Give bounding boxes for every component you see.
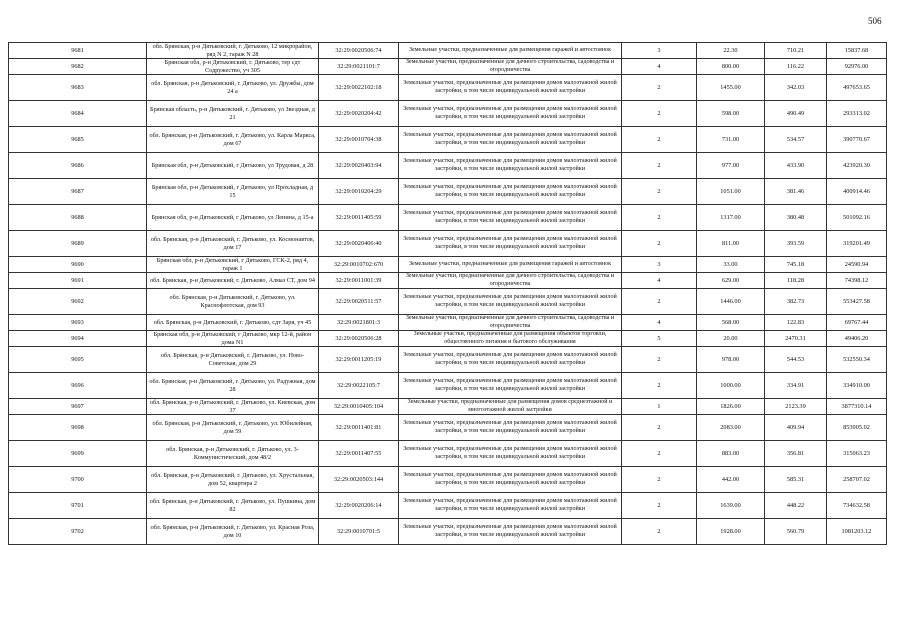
land-use-cell: Земельные участки, предназначенные для дачного строительства, садоводства и огородничества (399, 59, 622, 75)
table-row (9, 273, 887, 289)
cadastral-value-cell: 1081203.12 (827, 519, 887, 545)
use-group-cell: 2 (622, 415, 697, 441)
row-number-cell: 9700 (9, 467, 147, 493)
area-cell: 1928.00 (697, 519, 765, 545)
address-cell: обл. Брянская, р-н Дятьковский, г. Дятьково, ул. Краснофлотская, дом 93 (147, 289, 319, 315)
row-number-cell: 9701 (9, 493, 147, 519)
address-cell: обл. Брянская, р-н Дятьковский, г. Дятьково, ул. Дружбы, дом 24 а (147, 75, 319, 101)
specific-value-cell: 745.18 (765, 257, 827, 273)
use-group-cell: 2 (622, 373, 697, 399)
use-group-cell: 2 (622, 205, 697, 231)
cadastral-number-cell: 32:29:0011001:39 (319, 273, 399, 289)
address-cell: Брянская обл, р-н Дятьковский, г. Дятьково, тер сдт Содружество, уч 305 (147, 59, 319, 75)
cadastral-number-cell: 32:29:0011407:55 (319, 441, 399, 467)
row-number-cell: 9691 (9, 273, 147, 289)
cadastral-value-cell: 497653.65 (827, 75, 887, 101)
specific-value-cell: 393.59 (765, 231, 827, 257)
table-row (9, 315, 887, 331)
specific-value-cell: 381.46 (765, 179, 827, 205)
area-cell: 1000.00 (697, 373, 765, 399)
table-row (9, 43, 887, 59)
land-use-cell: Земельные участки, предназначенные для размещения домов малоэтажной жилой застройки, в том числе индивидуальной жилой застройки (399, 179, 622, 205)
table-row (9, 493, 887, 519)
cadastral-value-cell: 734632.58 (827, 493, 887, 519)
table-row (9, 415, 887, 441)
cadastral-value-cell: 853905.02 (827, 415, 887, 441)
cadastral-value-cell: 92976.00 (827, 59, 887, 75)
cadastral-value-cell: 423920.30 (827, 153, 887, 179)
use-group-cell: 5 (622, 331, 697, 347)
table-row (9, 127, 887, 153)
row-number-cell: 9687 (9, 179, 147, 205)
land-use-cell: Земельные участки, предназначенные для размещения домов малоэтажной жилой застройки, в том числе индивидуальной жилой застройки (399, 289, 622, 315)
area-cell: 598.00 (697, 101, 765, 127)
specific-value-cell: 116.22 (765, 59, 827, 75)
address-cell: обл. Брянская, р-н Дятьковский, г. Дятьково, ул. Юбилейная, дом 59 (147, 415, 319, 441)
specific-value-cell: 585.31 (765, 467, 827, 493)
table-row (9, 519, 887, 545)
use-group-cell: 2 (622, 467, 697, 493)
use-group-cell: 2 (622, 441, 697, 467)
address-cell: обл. Брянская, р-н Дятьковский, г. Дятьково, ул. Красная Роза, дом 10 (147, 519, 319, 545)
area-cell: 1317.00 (697, 205, 765, 231)
area-cell: 1455.00 (697, 75, 765, 101)
cadastral-number-cell: 32:29:0010204:29 (319, 179, 399, 205)
specific-value-cell: 409.94 (765, 415, 827, 441)
address-cell: обл. Брянская, р-н Дятьковский, г. Дятьково, ул. Космонавтов, дом 17 (147, 231, 319, 257)
row-number-cell: 9699 (9, 441, 147, 467)
use-group-cell: 2 (622, 231, 697, 257)
cadastral-number-cell: 32:29:0010702:670 (319, 257, 399, 273)
table-row (9, 331, 887, 347)
cadastral-value-cell: 69767.44 (827, 315, 887, 331)
address-cell: Брянская обл, р-н Дятьковский, г Дятьково, ГСК-2, ряд 4, гараж 1 (147, 257, 319, 273)
cadastral-number-cell: 32:29:0020403:94 (319, 153, 399, 179)
cadastral-number-cell: 32:29:0020206:14 (319, 493, 399, 519)
land-use-cell: Земельные участки, предназначенные для размещения домов малоэтажной жилой застройки, в том числе индивидуальной жилой застройки (399, 441, 622, 467)
row-number-cell: 9694 (9, 331, 147, 347)
area-cell: 33.00 (697, 257, 765, 273)
cadastral-number-cell: 32:29:0022102:18 (319, 75, 399, 101)
address-cell: Брянская область, р-н Дятьковский, г. Дятьково, ул Звездная, д 21 (147, 101, 319, 127)
specific-value-cell: 334.91 (765, 373, 827, 399)
specific-value-cell: 448.22 (765, 493, 827, 519)
land-use-cell: Земельные участки, предназначенные для размещения домов малоэтажной жилой застройки, в том числе индивидуальной жилой застройки (399, 493, 622, 519)
specific-value-cell: 380.48 (765, 205, 827, 231)
table-row (9, 257, 887, 273)
cadastral-value-cell: 553427.58 (827, 289, 887, 315)
cadastral-value-cell: 390770.67 (827, 127, 887, 153)
area-cell: 811.00 (697, 231, 765, 257)
table-row (9, 399, 887, 415)
table-row (9, 101, 887, 127)
area-cell: 629.00 (697, 273, 765, 289)
area-cell: 978.00 (697, 347, 765, 373)
cadastral-value-cell: 3877310.14 (827, 399, 887, 415)
row-number-cell: 9690 (9, 257, 147, 273)
land-use-cell: Земельные участки, предназначенные для размещения гаражей и автостоянок (399, 257, 622, 273)
address-cell: Брянская обл, р-н Дятьковский, г Дятьково, ул Прохладная, д 15 (147, 179, 319, 205)
use-group-cell: 2 (622, 347, 697, 373)
cadastral-number-cell: 32:29:0011401:81 (319, 415, 399, 441)
land-use-cell: Земельные участки, предназначенные для размещения объектов торговли, общественного питания и бытового обслуживания (399, 331, 622, 347)
specific-value-cell: 544.53 (765, 347, 827, 373)
use-group-cell: 2 (622, 153, 697, 179)
land-use-cell: Земельные участки, предназначенные для размещения домов малоэтажной жилой застройки, в том числе индивидуальной жилой застройки (399, 347, 622, 373)
land-use-cell: Земельные участки, предназначенные для дачного строительства, садоводства и огородничества (399, 273, 622, 289)
land-use-cell: Земельные участки, предназначенные для размещения домов малоэтажной жилой застройки, в том числе индивидуальной жилой застройки (399, 205, 622, 231)
table-row (9, 289, 887, 315)
cadastral-value-cell: 293313.02 (827, 101, 887, 127)
specific-value-cell: 382.73 (765, 289, 827, 315)
address-cell: обл. Брянская, р-н Дятьковский, г. Дятьково, ул. Пушкина, дом 82 (147, 493, 319, 519)
cadastral-number-cell: 32:29:0021801:3 (319, 315, 399, 331)
area-cell: 800.00 (697, 59, 765, 75)
row-number-cell: 9697 (9, 399, 147, 415)
area-cell: 883.00 (697, 441, 765, 467)
specific-value-cell: 433.90 (765, 153, 827, 179)
row-number-cell: 9683 (9, 75, 147, 101)
use-group-cell: 4 (622, 273, 697, 289)
cadastral-number-cell: 32:29:0020506:28 (319, 331, 399, 347)
page-number: 506 (868, 16, 882, 26)
cadastral-value-cell: 334910.00 (827, 373, 887, 399)
cadastral-value-cell: 319201.49 (827, 231, 887, 257)
cadastral-number-cell: 32:29:0010701:5 (319, 519, 399, 545)
land-use-cell: Земельные участки, предназначенные для размещения домов малоэтажной жилой застройки, в том числе индивидуальной жилой застройки (399, 153, 622, 179)
row-number-cell: 9696 (9, 373, 147, 399)
use-group-cell: 2 (622, 289, 697, 315)
cadastral-value-cell: 74398.12 (827, 273, 887, 289)
specific-value-cell: 710.21 (765, 43, 827, 59)
land-use-cell: Земельные участки, предназначенные для размещения домов малоэтажной жилой застройки, в том числе индивидуальной жилой застройки (399, 127, 622, 153)
cadastral-value-cell: 15837.68 (827, 43, 887, 59)
specific-value-cell: 490.49 (765, 101, 827, 127)
row-number-cell: 9685 (9, 127, 147, 153)
row-number-cell: 9693 (9, 315, 147, 331)
land-use-cell: Земельные участки, предназначенные для размещения домов малоэтажной жилой застройки, в том числе индивидуальной жилой застройки (399, 519, 622, 545)
cadastral-value-cell: 532550.34 (827, 347, 887, 373)
specific-value-cell: 342.03 (765, 75, 827, 101)
row-number-cell: 9682 (9, 59, 147, 75)
row-number-cell: 9695 (9, 347, 147, 373)
area-cell: 1446.00 (697, 289, 765, 315)
specific-value-cell: 560.79 (765, 519, 827, 545)
table-row (9, 467, 887, 493)
area-cell: 731.00 (697, 127, 765, 153)
address-cell: Брянская обл, р-н Дятьковский, г Дятьково, ул Ленина, д 15-а (147, 205, 319, 231)
use-group-cell: 2 (622, 75, 697, 101)
address-cell: обл. Брянская, р-н Дятьковский, г. Дятьково, 12 микрорайон, ряд N 2, гараж N 28 (147, 43, 319, 59)
use-group-cell: 2 (622, 101, 697, 127)
table-row (9, 179, 887, 205)
cadastral-number-cell: 32:29:0022105:7 (319, 373, 399, 399)
row-number-cell: 9681 (9, 43, 147, 59)
table-row (9, 75, 887, 101)
use-group-cell: 2 (622, 127, 697, 153)
use-group-cell: 3 (622, 43, 697, 59)
area-cell: 977.00 (697, 153, 765, 179)
row-number-cell: 9698 (9, 415, 147, 441)
address-cell: обл. Брянская, р-н Дятьковский, г. Дятьково, ул. Ново-Советская, дом 29 (147, 347, 319, 373)
cadastral-value-cell: 49406.20 (827, 331, 887, 347)
use-group-cell: 2 (622, 179, 697, 205)
cadastral-number-cell: 32:29:0010405:104 (319, 399, 399, 415)
address-cell: обл. Брянская, р-н Дятьковский, г. Дятьково, ул. Киевская, дом 37 (147, 399, 319, 415)
use-group-cell: 2 (622, 493, 697, 519)
address-cell: обл. Брянская, р-н Дятьковский, г. Дятьково, ул. Хрустальная, дом 52, квартира 2 (147, 467, 319, 493)
row-number-cell: 9688 (9, 205, 147, 231)
specific-value-cell: 534.57 (765, 127, 827, 153)
area-cell: 20.00 (697, 331, 765, 347)
specific-value-cell: 122.83 (765, 315, 827, 331)
cadastral-number-cell: 32:29:0020503:144 (319, 467, 399, 493)
cadastral-number-cell: 32:29:0011405:59 (319, 205, 399, 231)
land-use-cell: Земельные участки, предназначенные для размещения домов малоэтажной жилой застройки, в том числе индивидуальной жилой застройки (399, 231, 622, 257)
area-cell: 1639.00 (697, 493, 765, 519)
cadastral-value-cell: 24590.94 (827, 257, 887, 273)
row-number-cell: 9684 (9, 101, 147, 127)
area-cell: 1826.00 (697, 399, 765, 415)
address-cell: Брянская обл, р-н Дятьковский, г Дятьково, ул Трудовая, д 28 (147, 153, 319, 179)
use-group-cell: 4 (622, 315, 697, 331)
row-number-cell: 9702 (9, 519, 147, 545)
cadastral-number-cell: 32:29:0020511:57 (319, 289, 399, 315)
land-use-cell: Земельные участки, предназначенные для размещения гаражей и автостоянок (399, 43, 622, 59)
address-cell: обл. Брянская, р-н Дятьковский, г. Дятьково, ул. 3-Коммунистический, дом 48/2 (147, 441, 319, 467)
specific-value-cell: 2123.39 (765, 399, 827, 415)
address-cell: обл. Брянская, р-н Дятьковский, г. Дятьково, сдт Заря, уч 45 (147, 315, 319, 331)
area-cell: 2083.00 (697, 415, 765, 441)
land-use-cell: Земельные участки, предназначенные для размещения домов малоэтажной жилой застройки, в том числе индивидуальной жилой застройки (399, 467, 622, 493)
row-number-cell: 9692 (9, 289, 147, 315)
land-use-cell: Земельные участки, предназначенные для размещения домов малоэтажной жилой застройки, в том числе индивидуальной жилой застройки (399, 373, 622, 399)
table-row (9, 153, 887, 179)
use-group-cell: 3 (622, 257, 697, 273)
table-row (9, 231, 887, 257)
cadastral-number-cell: 32:29:0011205:19 (319, 347, 399, 373)
land-use-cell: Земельные участки, предназначенные для размещения домов среднеэтажной и многоэтажной жилой застройки (399, 399, 622, 415)
table-row (9, 347, 887, 373)
row-number-cell: 9689 (9, 231, 147, 257)
cadastral-value-cell: 501092.16 (827, 205, 887, 231)
table-row (9, 205, 887, 231)
land-use-cell: Земельные участки, предназначенные для размещения домов малоэтажной жилой застройки, в том числе индивидуальной жилой застройки (399, 75, 622, 101)
cadastral-value-cell: 258707.02 (827, 467, 887, 493)
specific-value-cell: 2470.31 (765, 331, 827, 347)
cadastral-number-cell: 32:29:0020406:40 (319, 231, 399, 257)
land-use-cell: Земельные участки, предназначенные для размещения домов малоэтажной жилой застройки, в том числе индивидуальной жилой застройки (399, 415, 622, 441)
cadastral-value-cell: 400914.46 (827, 179, 887, 205)
area-cell: 568.00 (697, 315, 765, 331)
cadastral-number-cell: 32:29:0020506:74 (319, 43, 399, 59)
address-cell: Брянская обл, р-н Дятьковский, г Дятьково, мкр 12-й, район дома N1 (147, 331, 319, 347)
address-cell: обл. Брянская, р-н Дятьковский, г. Дятьково, ул. Карла Маркса, дом 67 (147, 127, 319, 153)
area-cell: 22.30 (697, 43, 765, 59)
specific-value-cell: 356.81 (765, 441, 827, 467)
cadastral-value-cell: 315063.23 (827, 441, 887, 467)
table-row (9, 441, 887, 467)
cadastral-number-cell: 32:29:0020204:42 (319, 101, 399, 127)
table-row (9, 59, 887, 75)
area-cell: 442.00 (697, 467, 765, 493)
use-group-cell: 2 (622, 519, 697, 545)
table-row (9, 373, 887, 399)
address-cell: обл. Брянская, р-н Дятьковский, г. Дятьково, Алмаз СТ, дом 94 (147, 273, 319, 289)
cadastral-number-cell: 32:29:0021101:7 (319, 59, 399, 75)
use-group-cell: 1 (622, 399, 697, 415)
cadastral-number-cell: 32:29:0010704:38 (319, 127, 399, 153)
address-cell: обл. Брянская, р-н Дятьковский, г. Дятьково, ул. Радужная, дом 28 (147, 373, 319, 399)
specific-value-cell: 118.28 (765, 273, 827, 289)
row-number-cell: 9686 (9, 153, 147, 179)
area-cell: 1051.00 (697, 179, 765, 205)
use-group-cell: 4 (622, 59, 697, 75)
land-use-cell: Земельные участки, предназначенные для размещения домов малоэтажной жилой застройки, в том числе индивидуальной жилой застройки (399, 101, 622, 127)
land-use-cell: Земельные участки, предназначенные для дачного строительства, садоводства и огородничества (399, 315, 622, 331)
cadastral-value-table (8, 42, 887, 545)
